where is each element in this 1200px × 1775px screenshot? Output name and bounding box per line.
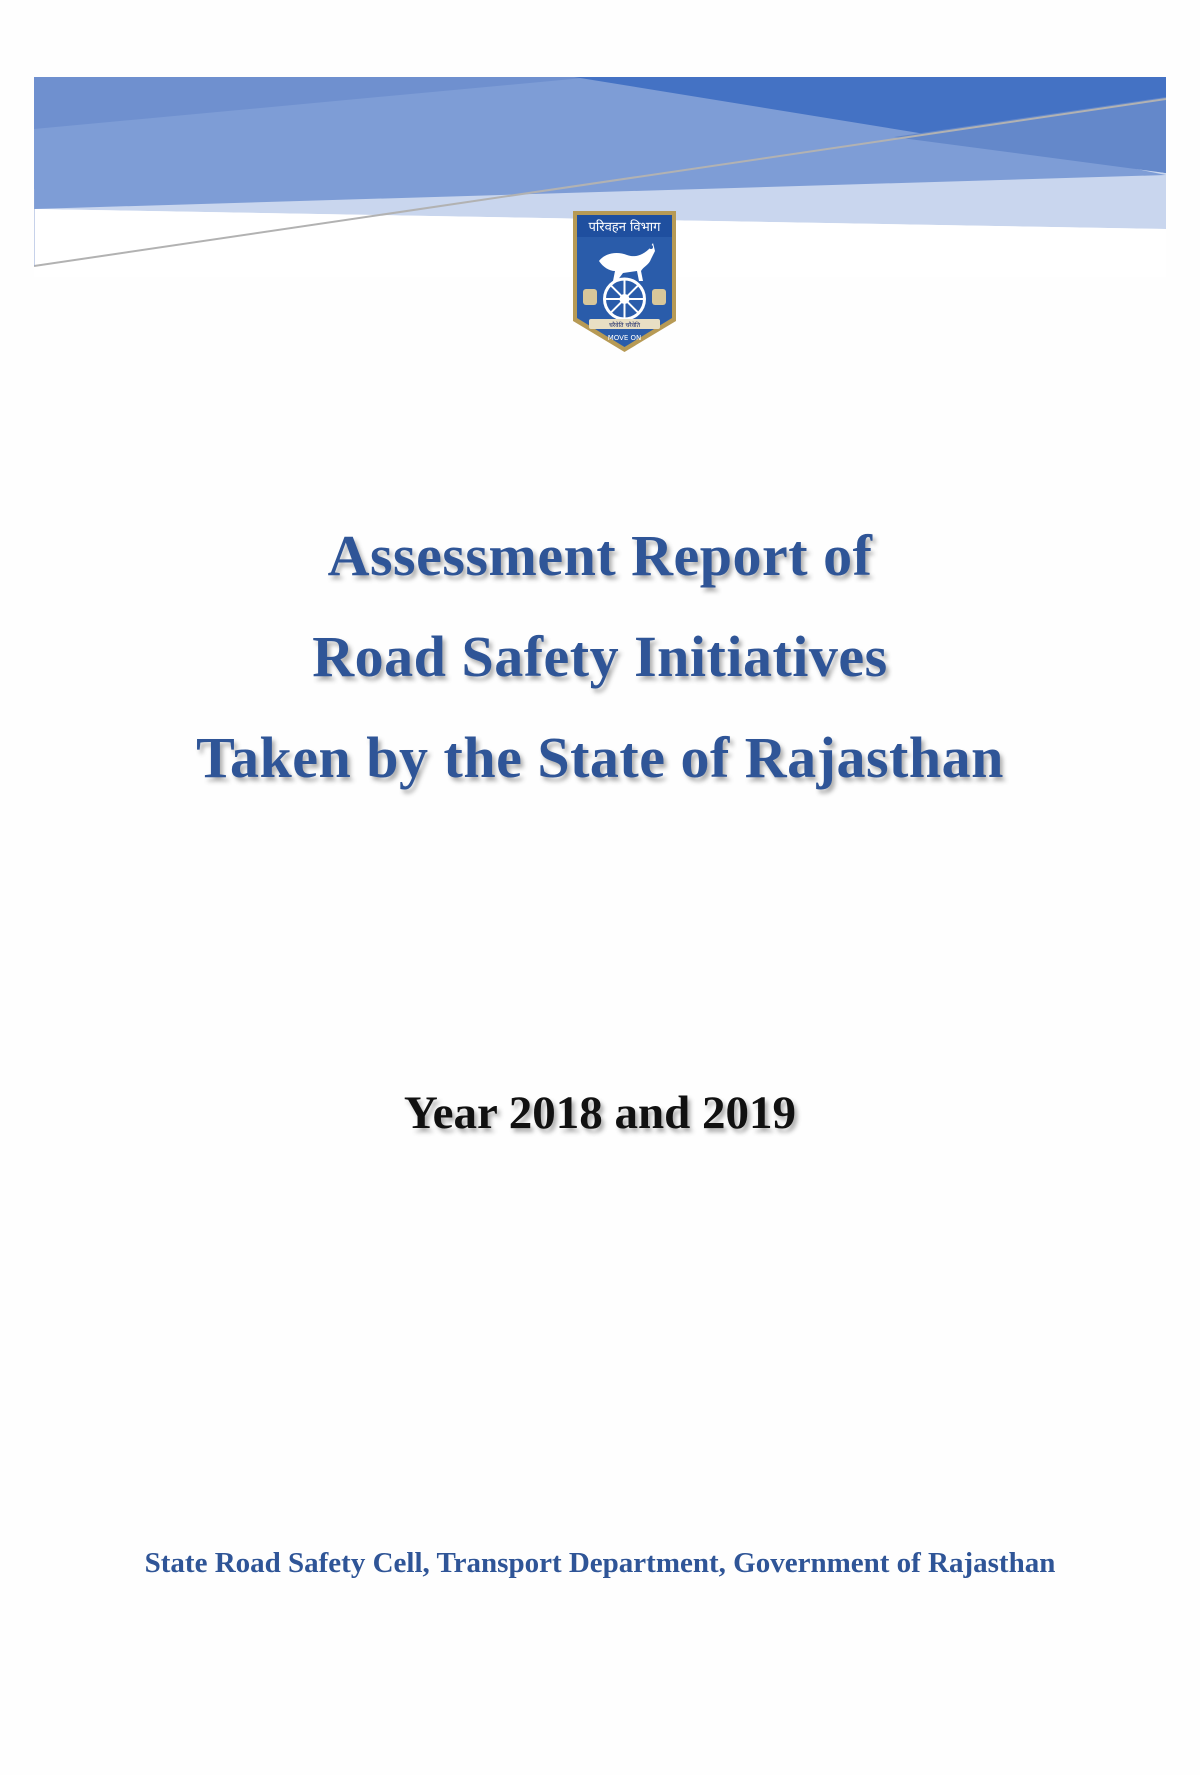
transport-department-emblem [571, 209, 678, 354]
title-line-2: Road Safety Initiatives [312, 624, 888, 689]
report-title [0, 505, 1200, 808]
publisher-footer: State Road Safety Cell, Transport Department, Government of Rajasthan [144, 1547, 1056, 1579]
emblem-title: परिवहन विभाग [588, 220, 661, 235]
bull-head-left-icon [583, 289, 597, 305]
emblem-motto: चरैवेति चरैवेति [608, 322, 641, 329]
title-line-3: Taken by the State of Rajasthan [196, 725, 1004, 790]
report-year: Year 2018 and 2019 [403, 1087, 797, 1139]
wheel-icon [605, 279, 645, 319]
title-line-1: Assessment Report of [327, 523, 873, 588]
emblem-tagline: MOVE ON [607, 334, 642, 342]
bull-head-right-icon [652, 289, 666, 305]
